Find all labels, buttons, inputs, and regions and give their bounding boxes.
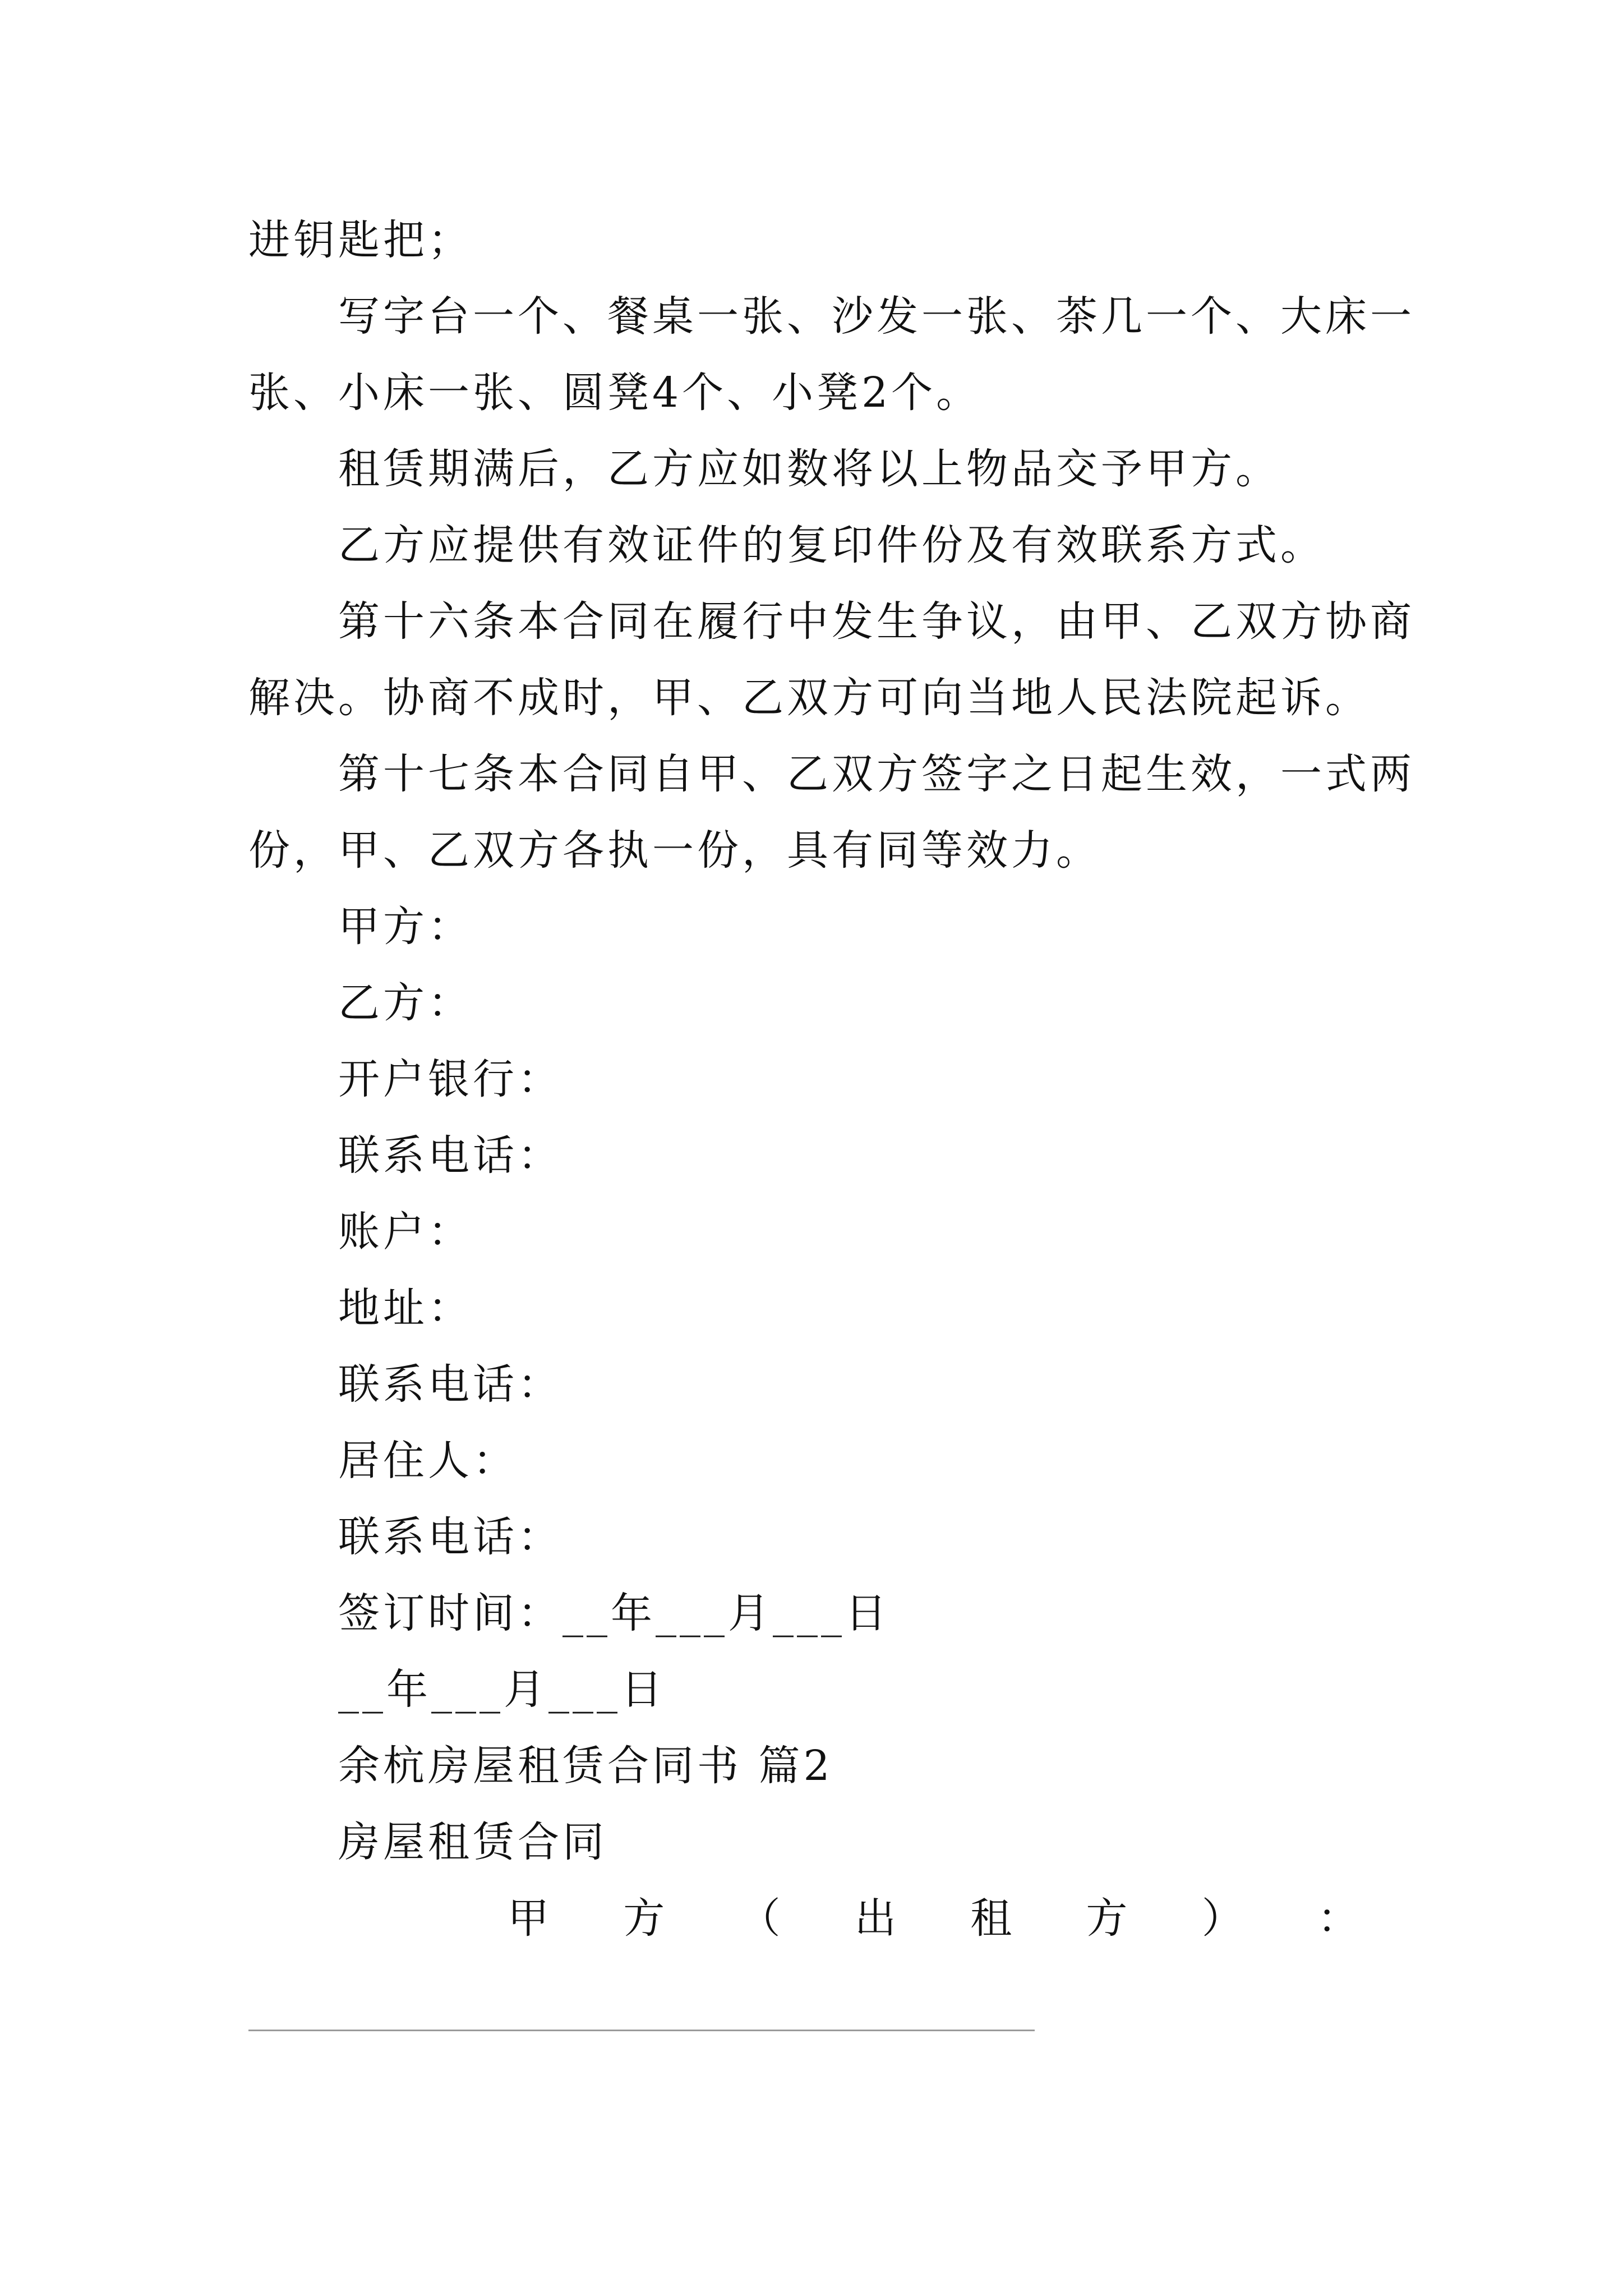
clause-17-line-1: 第十七条本合同自甲、乙双方签字之日起生效，一式两 [338, 750, 1415, 798]
address-label: 地址： [338, 1284, 473, 1332]
date-line: __年___月___日 [338, 1665, 666, 1714]
account-label: 账户： [338, 1208, 473, 1256]
bank-label: 开户银行： [338, 1055, 562, 1103]
party-b-label: 乙方： [338, 979, 473, 1027]
party-a-char: 租 [970, 1894, 1012, 1943]
paragraph-documents: 乙方应提供有效证件的复印件份及有效联系方式。 [338, 521, 1325, 569]
paragraph-furniture-line-1: 写字台一个、餐桌一张、沙发一张、茶几一个、大床一 [338, 292, 1415, 341]
party-a-char: 方 [1086, 1894, 1128, 1943]
party-a-lessor-line [508, 1890, 1359, 1947]
phone-label-2: 联系电话： [338, 1360, 562, 1409]
blank-fill-rule [248, 2030, 1035, 2031]
party-a-char: ） [1201, 1894, 1243, 1943]
section-heading: 余杭房屋租赁合同书 篇2 [338, 1742, 833, 1790]
party-a-char: ： [1317, 1894, 1359, 1943]
party-a-char: 出 [854, 1894, 896, 1943]
contract-title: 房屋租赁合同 [338, 1818, 607, 1866]
resident-label: 居住人： [338, 1437, 518, 1485]
party-a-char: （ [739, 1894, 781, 1943]
paragraph-return-items: 租赁期满后，乙方应如数将以上物品交予甲方。 [338, 445, 1280, 493]
paragraph-furniture-line-2: 张、小床一张、圆凳4个、小凳2个。 [248, 369, 981, 417]
clause-17-line-2: 份，甲、乙双方各执一份，具有同等效力。 [248, 826, 1101, 875]
party-a-char: 方 [623, 1894, 665, 1943]
signing-date: 签订时间：__年___月___日 [338, 1589, 890, 1637]
clause-16-line-1: 第十六条本合同在履行中发生争议，由甲、乙双方协商 [338, 597, 1415, 646]
phone-label-3: 联系电话： [338, 1513, 562, 1561]
paragraph-key-line: 进钥匙把； [248, 216, 473, 264]
party-a-label: 甲方： [338, 903, 473, 951]
phone-label-1: 联系电话： [338, 1131, 562, 1180]
clause-16-line-2: 解决。协商不成时，甲、乙双方可向当地人民法院起诉。 [248, 674, 1370, 722]
party-a-char: 甲 [508, 1894, 549, 1943]
